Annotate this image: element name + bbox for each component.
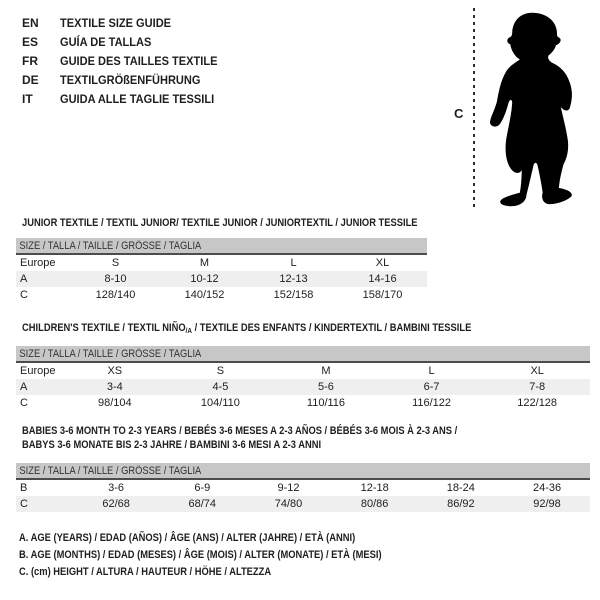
size-header-label: SIZE / TALLA / TAILLE / GRÖSSE / TAGLIA <box>19 239 202 252</box>
table-cell: 92/98 <box>504 496 590 512</box>
language-title: TEXTILE SIZE GUIDE <box>60 15 172 30</box>
table-row <box>16 287 427 303</box>
language-row <box>22 32 231 51</box>
table-cell: M <box>199 257 210 269</box>
table-row <box>16 395 590 411</box>
table-cell: 24-36 <box>532 482 562 494</box>
row-label: A <box>16 379 62 395</box>
size-header-bar <box>16 346 590 362</box>
language-code: ES <box>22 34 39 49</box>
size-header-label: SIZE / TALLA / TAILLE / GRÖSSE / TAGLIA <box>19 347 202 360</box>
table-cell: S <box>111 257 120 269</box>
table-cell: 4-5 <box>168 379 274 395</box>
table-cell: 122/128 <box>517 397 558 409</box>
table-row <box>16 479 590 496</box>
legend-note-a: A. AGE (YEARS) / EDAD (AÑOS) / ÂGE (ANS) / ALTER (JAHRE) / ETÀ (ANNI) <box>19 532 356 544</box>
table-row <box>16 362 590 379</box>
children-table-title: CHILDREN'S TEXTILE / TEXTIL NIÑO/A / TEXTILE DES ENFANTS / KINDERTEXTIL / BAMBINI TESSILE <box>22 322 472 335</box>
table-cell: 9-12 <box>277 482 300 494</box>
table-cell: 18-24 <box>446 482 475 494</box>
table-cell: XL <box>530 365 544 377</box>
size-header-bar <box>16 238 427 254</box>
table-cell: 152/158 <box>273 289 314 301</box>
table-cell: 12-18 <box>360 482 389 494</box>
language-code: IT <box>22 91 33 106</box>
size-header-label: SIZE / TALLA / TAILLE / GRÖSSE / TAGLIA <box>19 464 202 477</box>
table-cell: 104/110 <box>200 397 240 409</box>
table-cell: 10-12 <box>160 271 249 287</box>
table-cell: 14-16 <box>338 271 427 287</box>
table-cell: 74/80 <box>245 496 331 512</box>
babies-table <box>16 463 590 512</box>
height-measure-label: C <box>454 106 464 121</box>
table-cell: XL <box>375 257 390 269</box>
table-row <box>16 496 590 512</box>
table-cell: 110/116 <box>306 397 346 409</box>
language-row <box>22 70 231 89</box>
language-row <box>22 13 231 32</box>
table-cell: 140/152 <box>184 289 225 301</box>
language-row <box>22 89 231 108</box>
table-cell: 68/74 <box>159 496 245 512</box>
row-label: A <box>16 271 71 287</box>
table-cell: 128/140 <box>95 289 136 301</box>
table-cell: 158/170 <box>362 289 403 301</box>
table-cell: 8-10 <box>71 271 160 287</box>
babies-table-title: BABIES 3-6 MONTH TO 2-3 YEARS / BEBÉS 3-6 MESES A 2-3 AÑOS / BÉBÉS 3-6 MOIS À 2-3 ANS / BABYS 3-6 MONATE BIS 2-3 JAHRE / BAMBINI 3-6 MESI A 2-3 ANNI <box>22 425 458 451</box>
table-cell: S <box>216 365 225 377</box>
legend-notes <box>19 530 446 581</box>
table-cell: 116/122 <box>412 397 452 409</box>
language-title: TEXTILGRÖßENFÜHRUNG <box>60 72 201 87</box>
junior-table-title: JUNIOR TEXTILE / TEXTIL JUNIOR/ TEXTILE JUNIOR / JUNIORTEXTIL / JUNIOR TESSILE <box>22 217 418 229</box>
table-cell: 80/86 <box>332 496 418 512</box>
table-cell: 5-6 <box>273 379 379 395</box>
language-code: EN <box>22 15 39 30</box>
children-table <box>16 346 590 411</box>
table-cell: 7-8 <box>484 379 590 395</box>
table-cell: M <box>321 365 331 377</box>
table-cell: 12-13 <box>249 271 338 287</box>
row-label: B <box>20 482 28 494</box>
junior-table <box>16 238 427 303</box>
table-cell: 3-6 <box>108 482 125 494</box>
row-label: Europe <box>20 365 56 377</box>
table-cell: L <box>290 257 297 269</box>
table-cell: XS <box>107 365 123 377</box>
row-label: Europe <box>20 257 56 269</box>
legend-note-c: C. (cm) HEIGHT / ALTURA / HAUTEUR / HÖHE / ALTEZZA <box>19 566 272 578</box>
row-label: C <box>20 397 28 409</box>
language-title: GUIDE DES TAILLES TEXTILE <box>60 53 218 68</box>
table-cell: 98/104 <box>97 397 132 409</box>
size-header-bar <box>16 463 590 479</box>
row-label: C <box>20 289 28 301</box>
height-measure-line <box>473 8 475 208</box>
language-code: FR <box>22 53 38 68</box>
table-cell: 3-4 <box>62 379 168 395</box>
language-title: GUIDA ALLE TAGLIE TESSILI <box>60 91 215 106</box>
row-label: C <box>16 496 73 512</box>
table-cell: 6-9 <box>194 482 211 494</box>
table-cell: 86/92 <box>418 496 504 512</box>
table-row <box>16 379 590 395</box>
legend-note-b: B. AGE (MONTHS) / EDAD (MESES) / ÂGE (MOIS) / ALTER (MONATE) / ETÀ (MESI) <box>19 549 382 561</box>
language-list <box>22 13 231 108</box>
table-cell: L <box>428 365 435 377</box>
table-row <box>16 271 427 287</box>
language-code: DE <box>22 72 39 87</box>
language-row <box>22 51 231 70</box>
table-cell: 62/68 <box>73 496 159 512</box>
table-row <box>16 254 427 271</box>
toddler-silhouette-icon <box>486 9 586 207</box>
language-title: GUÍA DE TALLAS <box>60 34 152 49</box>
table-cell: 6-7 <box>379 379 485 395</box>
